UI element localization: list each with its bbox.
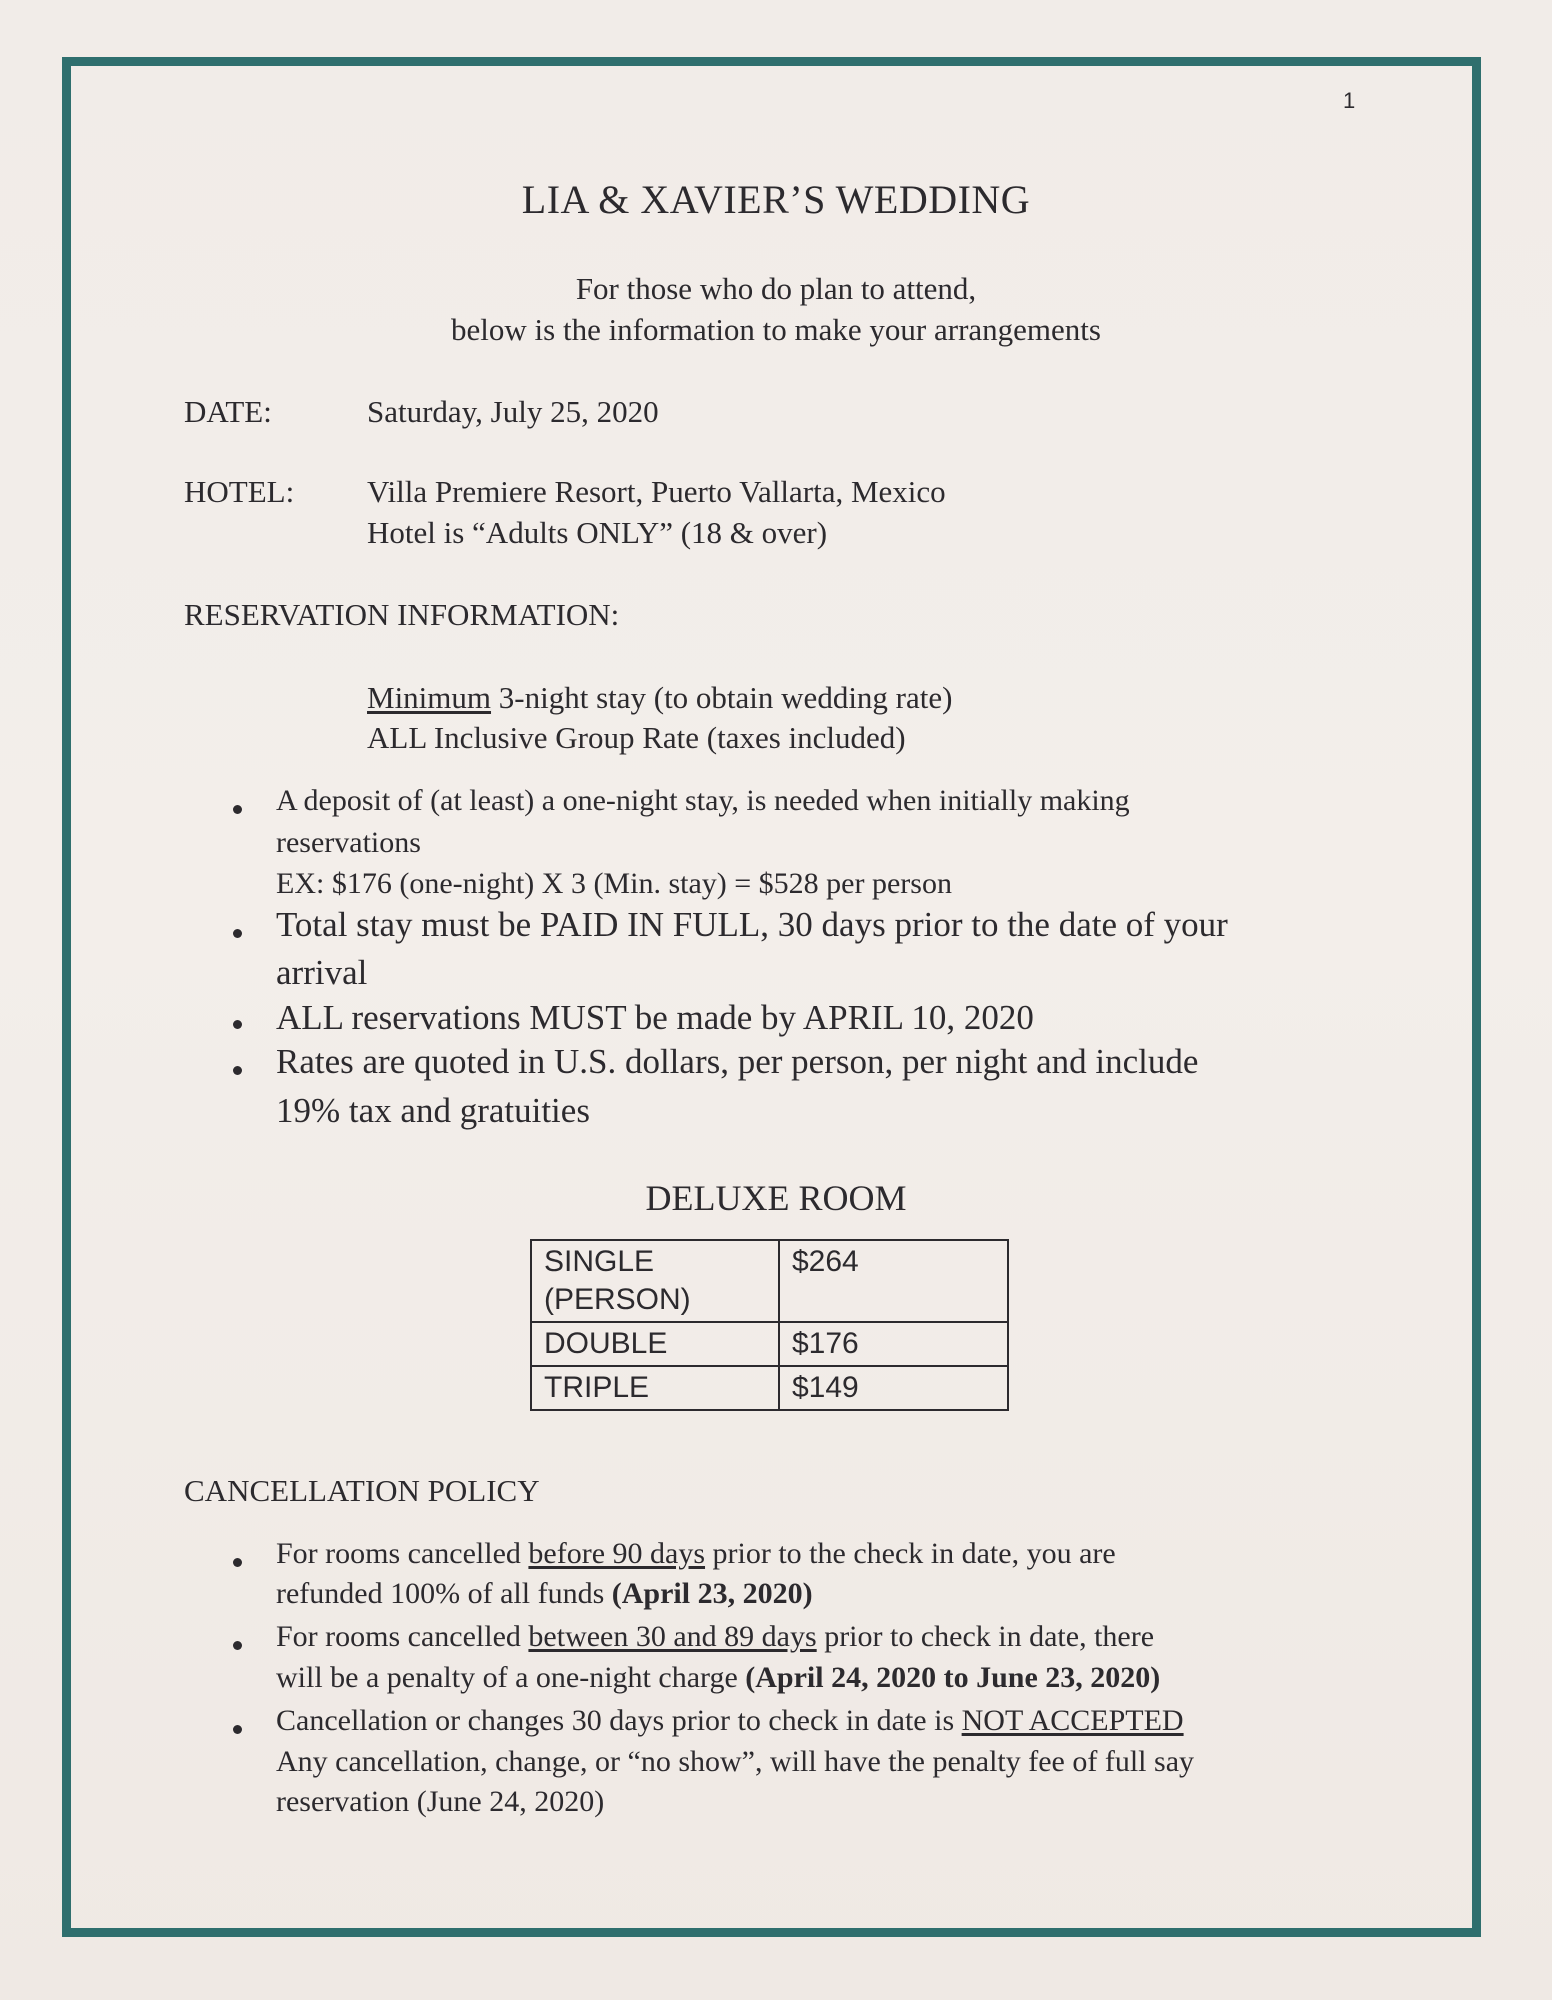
underlined-text: before 90 days	[528, 1537, 706, 1570]
room-type-cell	[531, 1240, 779, 1322]
cancel-30-line-1	[276, 1704, 1184, 1738]
room-price-cell: $149	[779, 1366, 1008, 1410]
text: prior to the check in date, you are	[705, 1537, 1116, 1570]
bullet-dot	[233, 1725, 242, 1734]
cancel-30-line-2: Any cancellation, change, or “no show”, will have the penalty fee of full say	[276, 1745, 1195, 1778]
reservation-heading: RESERVATION INFORMATION:	[184, 597, 620, 632]
underlined-text: NOT ACCEPTED	[961, 1704, 1184, 1737]
room-price-cell: $264	[779, 1240, 1008, 1322]
date-label: DATE:	[184, 394, 272, 429]
text: For rooms cancelled	[276, 1537, 529, 1570]
room-rates-table	[530, 1239, 1009, 1411]
bullet-dot	[233, 1066, 242, 1075]
subtitle-line-2: below is the information to make your arrangements	[451, 312, 1101, 347]
paid-in-full-line-2: arrival	[276, 953, 368, 992]
hotel-line-2: Hotel is “Adults ONLY” (18 & over)	[367, 515, 828, 550]
text: For rooms cancelled	[276, 1620, 529, 1653]
room-table-title: DELUXE ROOM	[645, 1178, 907, 1218]
deposit-line-2: reservations	[276, 826, 421, 859]
rates-line-1: Rates are quoted in U.S. dollars, per person, per night and include	[276, 1042, 1199, 1081]
table-row	[531, 1240, 1008, 1322]
deposit-line-1: A deposit of (at least) a one-night stay, is needed when initially making	[276, 784, 1130, 817]
cancel-30-line-3: reservation (June 24, 2020)	[276, 1785, 605, 1818]
cancel-30-89-line-1	[276, 1620, 1154, 1654]
bold-date: (April 23, 2020)	[611, 1577, 813, 1610]
date-value: Saturday, July 25, 2020	[367, 394, 659, 429]
page-number: 1	[1343, 88, 1356, 113]
room-type-cell: DOUBLE	[531, 1322, 779, 1366]
minimum-word: Minimum	[367, 680, 492, 715]
cancellation-heading: CANCELLATION POLICY	[184, 1473, 540, 1508]
text: prior to check in date, there	[816, 1620, 1155, 1653]
text: refunded 100% of all funds	[276, 1577, 612, 1610]
room-type-cell: TRIPLE	[531, 1366, 779, 1410]
hotel-label: HOTEL:	[184, 474, 295, 509]
page-title: LIA & XAVIER’S WEDDING	[521, 177, 1031, 222]
rates-line-2: 19% tax and gratuities	[276, 1091, 590, 1130]
text: Cancellation or changes 30 days prior to check in date is	[276, 1704, 962, 1737]
bullet-dot	[233, 1641, 242, 1650]
underlined-text: between 30 and 89 days	[528, 1620, 817, 1653]
table-row	[531, 1366, 1008, 1410]
cancel-90-line-2	[276, 1577, 813, 1611]
bullet-dot	[233, 805, 242, 814]
bullet-dot	[233, 1020, 242, 1029]
cancel-30-89-line-2	[276, 1661, 1160, 1695]
bullet-dot	[233, 1558, 242, 1567]
deposit-example: EX: $176 (one-night) X 3 (Min. stay) = $528 per person	[276, 867, 952, 900]
group-rate-line: ALL Inclusive Group Rate (taxes included)	[367, 720, 906, 755]
room-price-cell: $176	[779, 1322, 1008, 1366]
minimum-stay-text: 3-night stay (to obtain wedding rate)	[491, 680, 953, 715]
text: will be a penalty of a one-night charge	[276, 1661, 746, 1694]
bold-date: (April 24, 2020 to June 23, 2020)	[745, 1661, 1161, 1694]
minimum-stay-line	[367, 680, 952, 716]
paid-in-full-line-1: Total stay must be PAID IN FULL, 30 days prior to the date of your	[276, 905, 1228, 944]
room-type-qualifier: (PERSON)	[544, 1283, 691, 1316]
table-row	[531, 1322, 1008, 1366]
deadline-line: ALL reservations MUST be made by APRIL 10, 2020	[276, 998, 1034, 1037]
cancel-90-line-1	[276, 1537, 1116, 1571]
room-type: SINGLE	[544, 1245, 655, 1278]
hotel-line-1: Villa Premiere Resort, Puerto Vallarta, Mexico	[367, 474, 946, 509]
bullet-dot	[233, 929, 242, 938]
subtitle-line-1: For those who do plan to attend,	[575, 271, 977, 306]
